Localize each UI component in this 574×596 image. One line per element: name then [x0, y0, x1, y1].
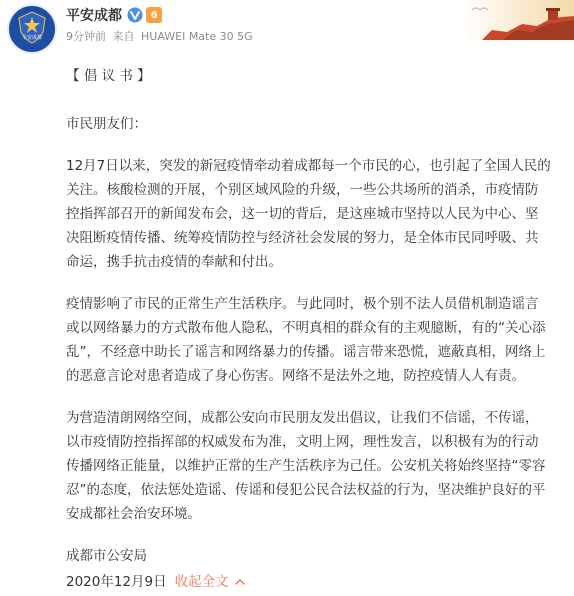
paragraph-line: 传播网络正能量，以维护正常的生产生活秩序为己任。公安机关将始终坚持“零容	[66, 458, 546, 474]
greeting-text: 市民朋友们：	[66, 116, 147, 132]
greeting	[66, 112, 566, 136]
author-row	[66, 4, 162, 26]
paragraph-2	[66, 292, 566, 388]
paragraph-line: 或以网络暴力的方式散布他人隐私，不明真相的群众有的主观臆断，有的“关心添	[66, 320, 546, 336]
post-time[interactable]: 9分钟前	[66, 30, 106, 43]
police-emblem-icon	[9, 6, 55, 52]
collapse-button[interactable]: 收起全文	[174, 574, 229, 590]
paragraph-3	[66, 406, 566, 526]
footer-row	[66, 572, 245, 592]
paragraph-line: 安成都社会治安环境。	[66, 506, 201, 522]
title-text: 【 倡 议 书 】	[66, 68, 151, 84]
avatar[interactable]	[7, 4, 57, 54]
paragraph-line: 疫情影响了市民的正常生产生活秩序。与此同时，极个别不法人员借机制造谣言	[66, 296, 539, 312]
author-name[interactable]: 平安成都	[66, 8, 122, 24]
paragraph-line: 以市疫情防控指挥部的权威发布为准，文明上网，理性发言，以积极有为的行动	[66, 434, 539, 450]
chevron-up-icon[interactable]	[235, 577, 245, 587]
post-date: 2020年12月9日	[66, 574, 167, 590]
signature	[66, 544, 566, 568]
letter-title	[66, 64, 566, 88]
paragraph-1	[66, 154, 566, 274]
paragraph-line: 决阻断疫情传播、统筹疫情防控与经济社会发展的努力，是全体市民同呼吸、共	[66, 230, 539, 246]
paragraph-line: 为营造清朗网络空间，成都公安向市民朋友发出倡议，让我们不信谣，不传谣，	[66, 410, 539, 426]
post-meta	[66, 30, 256, 44]
paragraph-line: 12月7日以来，突发的新冠疫情牵动着成都每一个市民的心，也引起了全国人民的	[66, 158, 551, 174]
signature-text: 成都市公安局	[66, 548, 147, 564]
paragraph-line: 乱”，不经意中助长了谣言和网络暴力的传播。谣言带来恐慌，遮蔽真相，网络上	[66, 344, 546, 360]
paragraph-line: 控指挥部召开的新闻发布会，这一切的背后，是这座城市坚持以人民为中心、坚	[66, 206, 539, 222]
paragraph-line: 关注。核酸检测的开展，个别区域风险的升级，一些公共场所的消杀，市疫情防	[66, 182, 539, 198]
paragraph-line: 命运，携手抗击疫情的奉献和付出。	[66, 254, 282, 270]
avatar-text: 平安成都	[21, 35, 43, 41]
paragraph-line: 的恶意言论对患者造成了身心伤害。网络不是法外之地，防控疫情人人有责。	[66, 368, 525, 384]
source-prefix: 来自	[112, 30, 135, 43]
great-wall-decoration	[462, 0, 574, 40]
member-level-badge: 6	[146, 7, 162, 23]
source-device: HUAWEI Mate 30 5G	[141, 30, 253, 43]
paragraph-line: 忍”的态度，依法惩处造谣、传谣和侵犯公民合法权益的行为，坚决维护良好的平	[66, 482, 546, 498]
verified-v-icon	[127, 7, 143, 23]
